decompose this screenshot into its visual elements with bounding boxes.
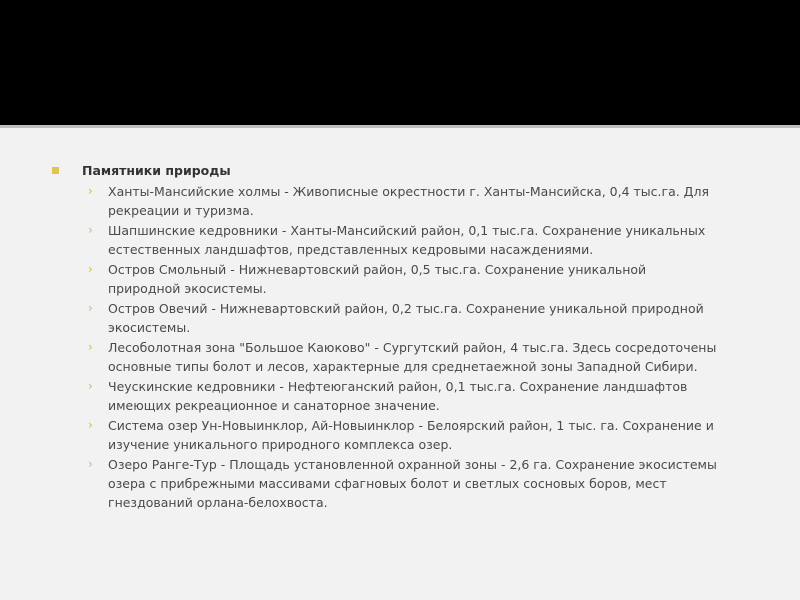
arrow-bullet-icon: › xyxy=(88,340,93,354)
list-item xyxy=(52,377,752,415)
arrow-bullet-icon: › xyxy=(88,262,93,276)
list-item-text: Лесоболотная зона "Большое Каюково" - Сургутский район, 4 тыс.га. Здесь сосредоточены основные типы болот и лесов, характерные для среднетаежной зоны Западной Сибири. xyxy=(108,340,717,374)
list-item-text: Остров Овечий - Нижневартовский район, 0,2 тыс.га. Сохранение уникальной природной экосистемы. xyxy=(108,301,704,335)
list-item xyxy=(52,260,752,298)
list-item xyxy=(52,182,752,220)
arrow-bullet-icon: › xyxy=(88,184,93,198)
list-item-text: Чеускинские кедровники - Нефтеюганский район, 0,1 тыс.га. Сохранение ландшафтов имеющих рекреационное и санаторное значение. xyxy=(108,379,688,413)
list-item-text: Остров Смольный - Нижневартовский район, 0,5 тыс.га. Сохранение уникальной природной экосистемы. xyxy=(108,262,647,296)
list-item-text: Шапшинские кедровники - Ханты-Мансийский район, 0,1 тыс.га. Сохранение уникальных естественных ландшафтов, представленных кедровыми насаждениями. xyxy=(108,223,706,257)
square-bullet-icon xyxy=(52,167,59,174)
slide-panel xyxy=(0,125,800,600)
section-heading-text: Памятники природы xyxy=(82,163,231,178)
arrow-bullet-icon: › xyxy=(88,418,93,432)
slide-content xyxy=(52,161,752,513)
arrow-bullet-icon: › xyxy=(88,457,93,471)
nature-monuments-list xyxy=(52,182,752,512)
arrow-bullet-icon: › xyxy=(88,301,93,315)
arrow-bullet-icon: › xyxy=(88,379,93,393)
list-item xyxy=(52,299,752,337)
list-item-text: Озеро Ранге-Тур - Площадь установленной охранной зоны - 2,6 га. Сохранение экосистемы озера с прибрежными массивами сфагновых болот и светлых сосновых боров, мест гнездований орлана-белохвоста. xyxy=(108,457,717,510)
section-heading xyxy=(52,161,752,180)
list-item-text: Система озер Ун-Новыинклор, Ай-Новыинклор - Белоярский район, 1 тыс. га. Сохранение и изучение уникального природного комплекса озер. xyxy=(108,418,714,452)
list-item-text: Ханты-Мансийские холмы - Живописные окрестности г. Ханты-Мансийска, 0,4 тыс.га. Для рекреации и туризма. xyxy=(108,184,709,218)
list-item xyxy=(52,416,752,454)
arrow-bullet-icon: › xyxy=(88,223,93,237)
list-item xyxy=(52,221,752,259)
list-item xyxy=(52,455,752,512)
list-item xyxy=(52,338,752,376)
